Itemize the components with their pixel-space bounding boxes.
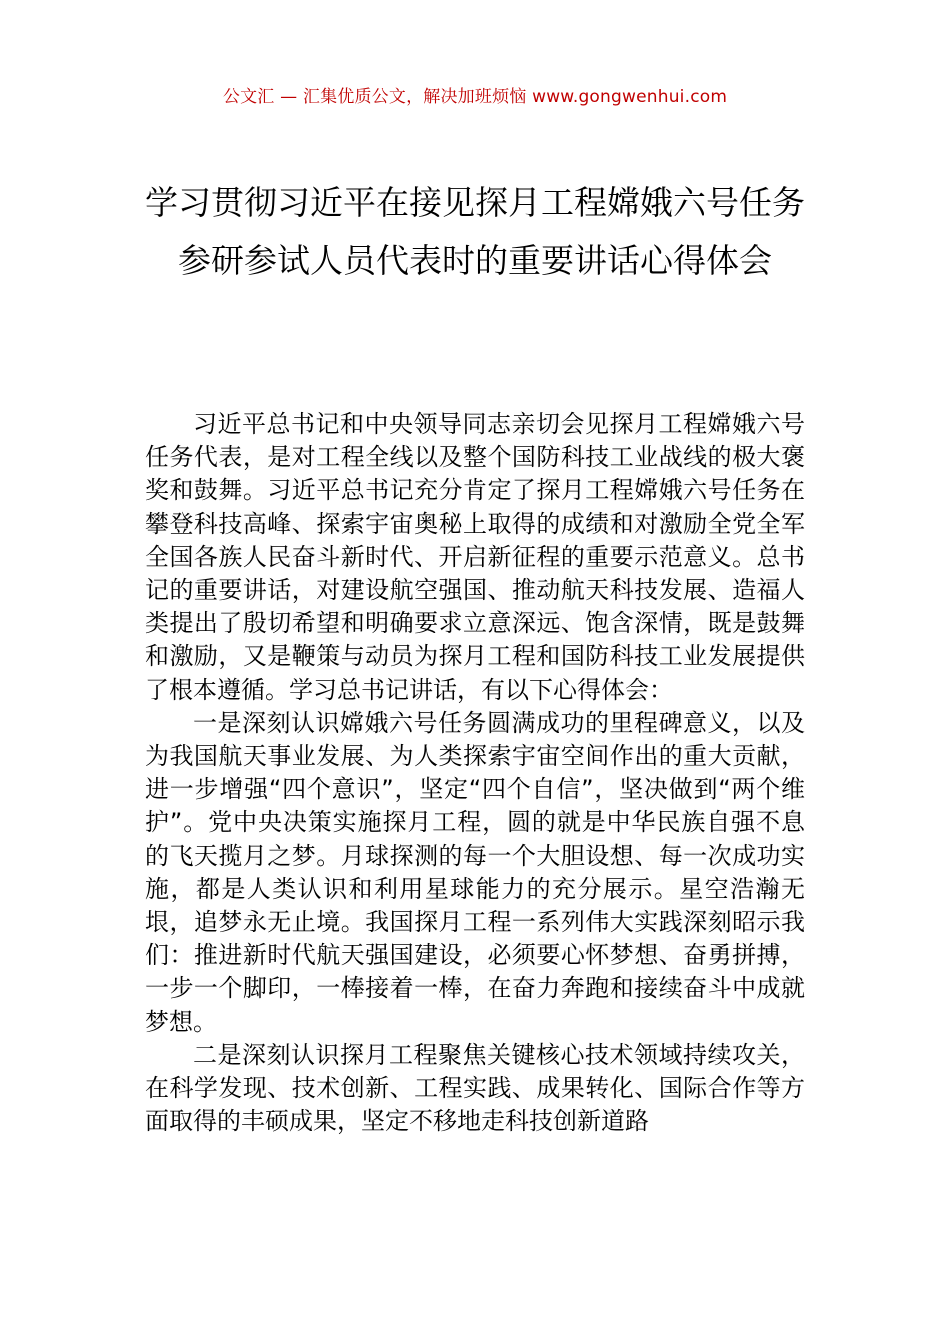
paragraph-point-two: 二是深刻认识探月工程聚焦关键核心技术领域持续攻关，在科学发现、技术创新、工程实践、成果转化、国际合作等方面取得的丰硕成果，坚定不移地走科技创新道路 — [145, 1040, 805, 1136]
paragraph-point-one: 一是深刻认识嫦娥六号任务圆满成功的里程碑意义，以及为我国航天事业发展、为人类探索宇宙空间作出的重大贡献，进一步增强“四个意识”，坚定“四个自信”，坚决做到“两个维护”。党中央决策实施探月工程，圆的就是中华民族自强不息的飞天揽月之梦。月球探测的每一个大胆设想、每一次成功实施，都是人类认识和利用星球能力的充分展示。星空浩瀚无垠，追梦永无止境。我国探月工程一系列伟大实践深刻昭示我们：推进新时代航天强国建设，必须要心怀梦想、奋勇拼搏，一步一个脚印，一棒接着一棒，在奋力奔跑和接续奋斗中成就梦想。 — [145, 708, 805, 1036]
site-banner: 公文汇 — 汇集优质公文，解决加班烦恼 www.gongwenhui.com — [222, 87, 728, 107]
document-body — [145, 408, 805, 1138]
document-title: 学习贯彻习近平在接见探月工程嫦娥六号任务参研参试人员代表时的重要讲话心得体会 — [145, 183, 805, 280]
paragraph-intro: 习近平总书记和中央领导同志亲切会见探月工程嫦娥六号任务代表，是对工程全线以及整个国防科技工业战线的极大褒奖和鼓舞。习近平总书记充分肯定了探月工程嫦娥六号任务在攀登科技高峰、探索宇宙奥秘上取得的成绩和对激励全党全军全国各族人民奋斗新时代、开启新征程的重要示范意义。总书记的重要讲话，对建设航空强国、推动航天科技发展、造福人类提出了殷切希望和明确要求立意深远、饱含深情，既是鼓舞和激励，又是鞭策与动员为探月工程和国防科技工业发展提供了根本遵循。学习总书记讲话，有以下心得体会： — [145, 410, 805, 704]
